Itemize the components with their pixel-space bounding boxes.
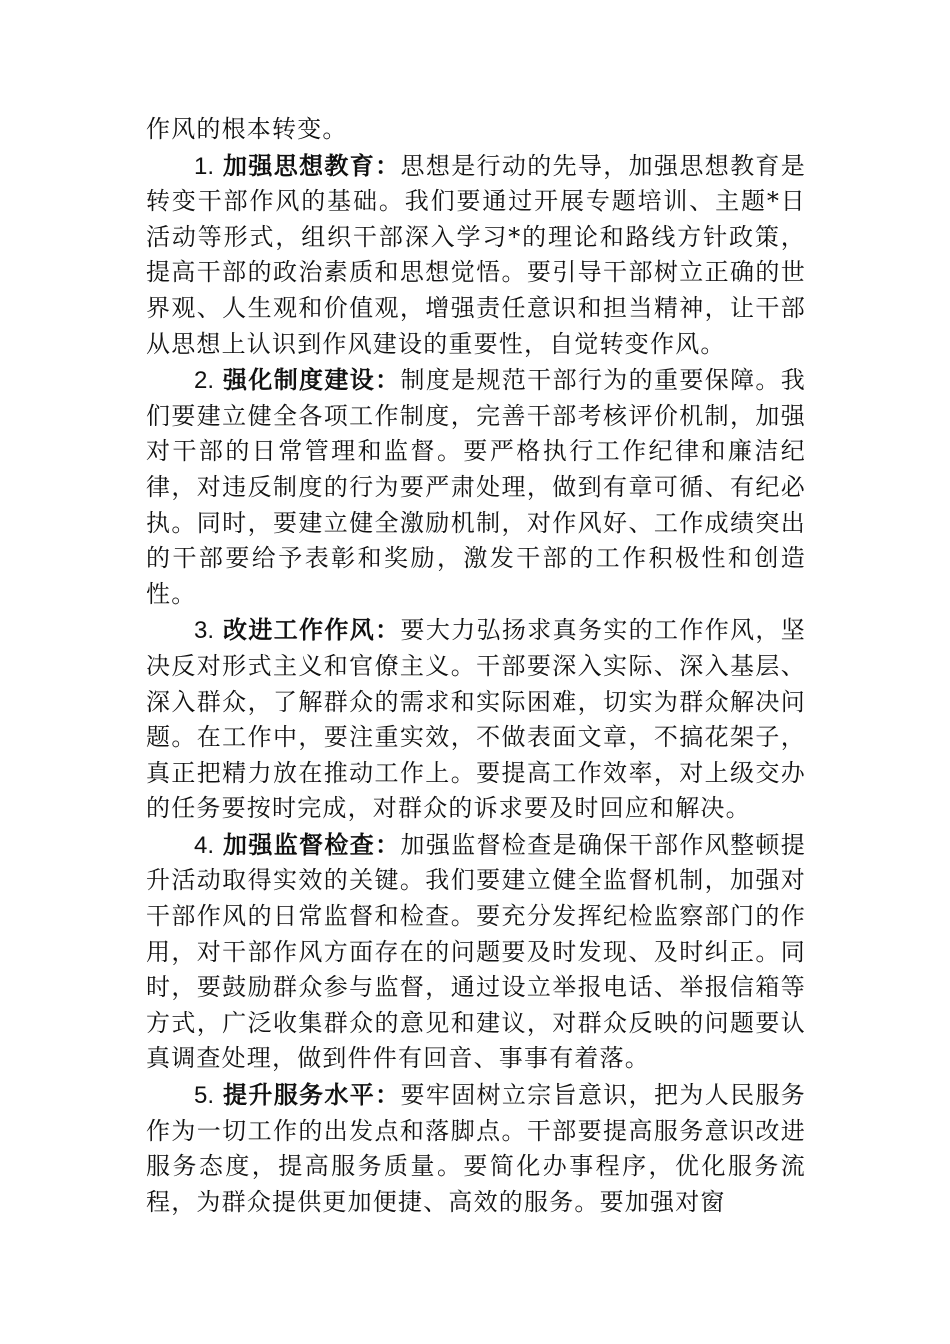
paragraph-number: 2. [194,367,215,395]
paragraph-body: 加强监督检查是确保干部作风整顿提升活动取得实效的关键。我们要建立健全监督机制，加强对干部作风的日常监督和检查。要充分发挥纪检监察部门的作用，对干部作风方面存在的问题要及时发现、及时纠正。同时，要鼓励群众参与监督，通过设立举报电话、举报信箱等方式，广泛收集群众的意见和建议，对群众反映的问题要认真调查处理，做到件件有回音、事事有着落。 [146,830,806,1073]
paragraph-body: 要牢固树立宗旨意识，把为人民服务作为一切工作的出发点和落脚点。干部要提高服务意识改进服务态度，提高服务质量。要简化办事程序，优化服务流程，为群众提供更加便捷、高效的服务。要加强对窗 [146,1081,806,1216]
paragraph-number: 3. [194,617,215,645]
paragraph-body: 作风的根本转变。 [146,115,348,143]
paragraph-number: 4. [194,831,215,859]
paragraph-5 [146,1077,806,1220]
paragraph-body: 制度是规范干部行为的重要保障。我们要建立健全各项工作制度，完善干部考核评价机制，加强对干部的日常管理和监督。要严格执行工作纪律和廉洁纪律，对违反制度的行为要严肃处理，做到有章可循、有纪必执。同时，要建立健全激励机制，对作风好、工作成绩突出的干部要给予表彰和奖励，激发干部的工作积极性和创造性。 [146,366,806,608]
paragraph-2 [146,362,806,612]
paragraph-number: 5. [194,1082,215,1110]
paragraph-heading: 加强思想教育： [223,150,401,180]
document-body [146,112,806,1220]
paragraph-3 [146,612,806,827]
paragraph-heading: 加强监督检查： [223,829,401,859]
paragraph-continuation [146,112,806,148]
paragraph-body: 思想是行动的先导，加强思想教育是转变干部作风的基础。我们要通过开展专题培训、主题*日活动等形式，组织干部深入学习*的理论和路线方针政策，提高干部的政治素质和思想觉悟。要引导干部树立正确的世界观、人生观和价值观，增强责任意识和担当精神，让干部从思想上认识到作风建设的重要性，自觉转变作风。 [146,151,806,358]
paragraph-heading: 强化制度建设： [223,365,401,395]
paragraph-heading: 提升服务水平： [223,1080,401,1110]
paragraph-body: 要大力弘扬求真务实的工作作风，坚决反对形式主义和官僚主义。干部要深入实际、深入基层、深入群众，了解群众的需求和实际困难，切实为群众解决问题。在工作中，要注重实效，不做表面文章，不搞花架子，真正把精力放在推动工作上。要提高工作效率，对上级交办的任务要按时完成，对群众的诉求要及时回应和解决。 [146,616,806,823]
paragraph-4 [146,827,806,1077]
paragraph-number: 1. [194,152,215,180]
paragraph-heading: 改进工作作风： [223,615,401,645]
paragraph-1 [146,148,806,363]
